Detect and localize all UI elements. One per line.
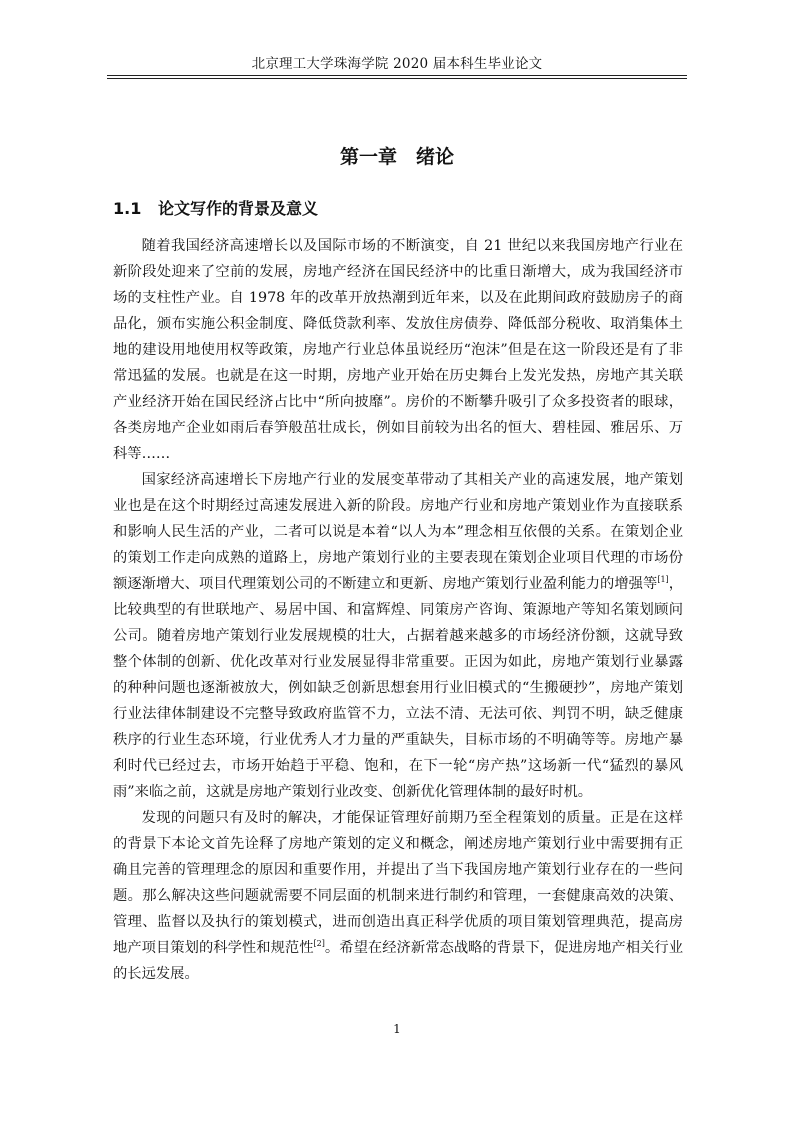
paragraph bbox=[113, 805, 683, 987]
citation-ref: [1] bbox=[657, 575, 669, 584]
section-heading bbox=[113, 196, 318, 219]
section-title: 论文写作的背景及意义 bbox=[158, 199, 319, 218]
body-text bbox=[113, 233, 683, 987]
page-number: 1 bbox=[393, 1022, 401, 1036]
header-rule-bottom bbox=[107, 78, 687, 79]
paragraph-text: 。希望在经济新常态战略的背景下，促进房地产相关行业的长远发展。 bbox=[113, 940, 684, 982]
paragraph-text: 随着我国经济高速增长以及国际市场的不断演变，自 21 世纪以来我国房地产行业在新阶段处迎来了空前的发展，房地产经济在国民经济中的比重日渐增大，成为我国经济市场的支柱性产业。自 1978 年的改革开放热潮到近年来，以及在此期间政府鼓励房子的商品化，颁布实施公积金制度、降低贷款利率、发放住房债券、降低部分税收、取消集体土地的建设用地使用权等政策，房地产行业总体虽说经历“泡沫”但是在这一阶段还是有了非常迅猛的发展。也就是在这一时期，房地产业开始在历史舞台上发光发热，房地产其关联产业经济开始在国民经济占比中“所向披靡”。房价的不断攀升吸引了众多投资者的眼球，各类房地产企业如雨后春笋般茁壮成长，例如目前较为出名的恒大、碧桂园、雅居乐、万科等…… bbox=[113, 238, 683, 462]
running-header: 北京理工大学珠海学院 2020 届本科生毕业论文 bbox=[251, 56, 543, 72]
paragraph-text: 国家经济高速增长下房地产行业的发展变革带动了其相关产业的高速发展，地产策划业也是在这个时期经过高速发展进入新的阶段。房地产行业和房地产策划业作为直接联系和影响人民生活的产业，二者可以说是本着“以人为本”理念相互依偎的关系。在策划企业的策划工作走向成熟的道路上，房地产策划行业的主要表现在策划企业项目代理的市场份额逐渐增大、项目代理策划公司的不断建立和更新、房地产策划行业盈利能力的增强等 bbox=[113, 472, 683, 592]
citation-ref: [2] bbox=[313, 939, 325, 948]
section-number: 1.1 bbox=[113, 199, 142, 218]
paragraph bbox=[113, 467, 683, 805]
paragraph bbox=[113, 233, 683, 467]
paragraph-text: 发现的问题只有及时的解决，才能保证管理好前期乃至全程策划的质量。正是在这样的背景下本论文首先诠释了房地产策划的定义和概念，阐述房地产策划行业中需要拥有正确且完善的管理理念的原因和重要作用，并提出了当下我国房地产策划行业存在的一些问题。那么解决这些问题就需要不同层面的机制来进行制约和管理，一套健康高效的决策、管理、监督以及执行的策划模式，进而创造出真正科学优质的项目策划管理典范，提高房地产项目策划的科学性和规范性 bbox=[113, 810, 683, 956]
header-rule-top bbox=[107, 75, 687, 76]
paragraph-text: ，比较典型的有世联地产、易居中国、和富辉煌、同策房产咨询、策源地产等知名策划顾问公司。随着房地产策划行业发展规模的壮大，占据着越来越多的市场经济份额，这就导致整个体制的创新、优化改革对行业发展显得非常重要。正因为如此，房地产策划行业暴露的种种问题也逐渐被放大，例如缺乏创新思想套用行业旧模式的“生搬硬抄”，房地产策划行业法律体制建设不完整导致政府监管不力，立法不清、无法可依、判罚不明，缺乏健康秩序的行业生态环境，行业优秀人才力量的严重缺失，目标市场的不明确等等。房地产暴利时代已经过去，市场开始趋于平稳、饱和，在下一轮“房产热”这场新一代“猛烈的暴风雨”来临之前，这就是房地产策划行业改变、创新优化管理体制的最好时机。 bbox=[113, 576, 683, 800]
chapter-title: 第一章 绪论 bbox=[339, 146, 454, 168]
